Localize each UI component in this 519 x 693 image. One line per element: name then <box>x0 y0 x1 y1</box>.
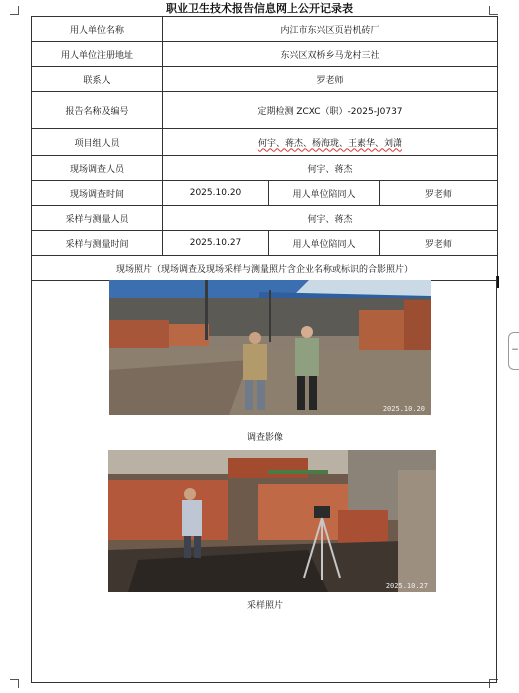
team-names: 何宇、蒋杰、杨海珑、王素华、刘潇 <box>257 138 402 149</box>
label-cell: 用人单位注册地址 <box>32 42 163 67</box>
row-survey-time <box>32 181 498 206</box>
label-cell: 采样与测量人员 <box>32 206 163 231</box>
minus-icon: − <box>511 345 519 355</box>
page-corner-mark <box>10 679 19 688</box>
accomp-value-cell: 罗老师 <box>380 181 498 206</box>
label-cell: 现场调查人员 <box>32 156 163 181</box>
row-reg-address <box>32 42 498 67</box>
page-corner-mark <box>10 6 19 15</box>
sampling-photo-caption: 采样照片 <box>246 601 283 611</box>
row-sampling-time <box>32 231 498 256</box>
record-table <box>31 16 498 281</box>
survey-photo-caption: 调查影像 <box>246 433 283 443</box>
row-sampling-staff <box>32 206 498 231</box>
value-cell <box>163 129 498 156</box>
accomp-value-cell: 罗老师 <box>380 231 498 256</box>
survey-photo-image <box>109 280 431 415</box>
label-cell: 报告名称及编号 <box>32 92 163 129</box>
survey-photo <box>109 280 431 415</box>
value-cell: 定期检测 ZCXC（职）-2025-J0737 <box>163 92 498 129</box>
label-cell: 用人单位名称 <box>32 17 163 42</box>
sampling-photo-image <box>108 450 436 592</box>
row-unit-name <box>32 17 498 42</box>
text-cursor <box>497 276 499 288</box>
value-cell: 东兴区双桥乡马龙村三社 <box>163 42 498 67</box>
label-cell: 现场调查时间 <box>32 181 163 206</box>
photo-section <box>31 276 497 683</box>
sampling-photo <box>108 450 436 592</box>
row-survey-staff <box>32 156 498 181</box>
date-cell: 2025.10.20 <box>163 181 269 206</box>
side-collapse-tab[interactable] <box>508 332 519 370</box>
photos-header-cell: 现场照片（现场调查及现场采样与测量照片含企业名称或标识的合影照片） <box>32 256 498 281</box>
label-cell: 采样与测量时间 <box>32 231 163 256</box>
row-team <box>32 129 498 156</box>
value-cell: 何宇、蒋杰 <box>163 206 498 231</box>
accomp-label-cell: 用人单位陪同人 <box>269 231 380 256</box>
row-contact <box>32 67 498 92</box>
document-title: 职业卫生技术报告信息网上公开记录表 <box>166 2 353 15</box>
value-cell: 内江市东兴区页岩机砖厂 <box>163 17 498 42</box>
value-cell: 罗老师 <box>163 67 498 92</box>
value-cell: 何宇、蒋杰 <box>163 156 498 181</box>
date-cell: 2025.10.27 <box>163 231 269 256</box>
photo-date-stamp: 2025.10.27 <box>385 582 428 590</box>
photo-date-stamp: 2025.10.20 <box>382 405 425 413</box>
page-corner-mark <box>489 6 498 15</box>
label-cell: 项目组人员 <box>32 129 163 156</box>
label-cell: 联系人 <box>32 67 163 92</box>
row-report <box>32 92 498 129</box>
accomp-label-cell: 用人单位陪同人 <box>269 181 380 206</box>
